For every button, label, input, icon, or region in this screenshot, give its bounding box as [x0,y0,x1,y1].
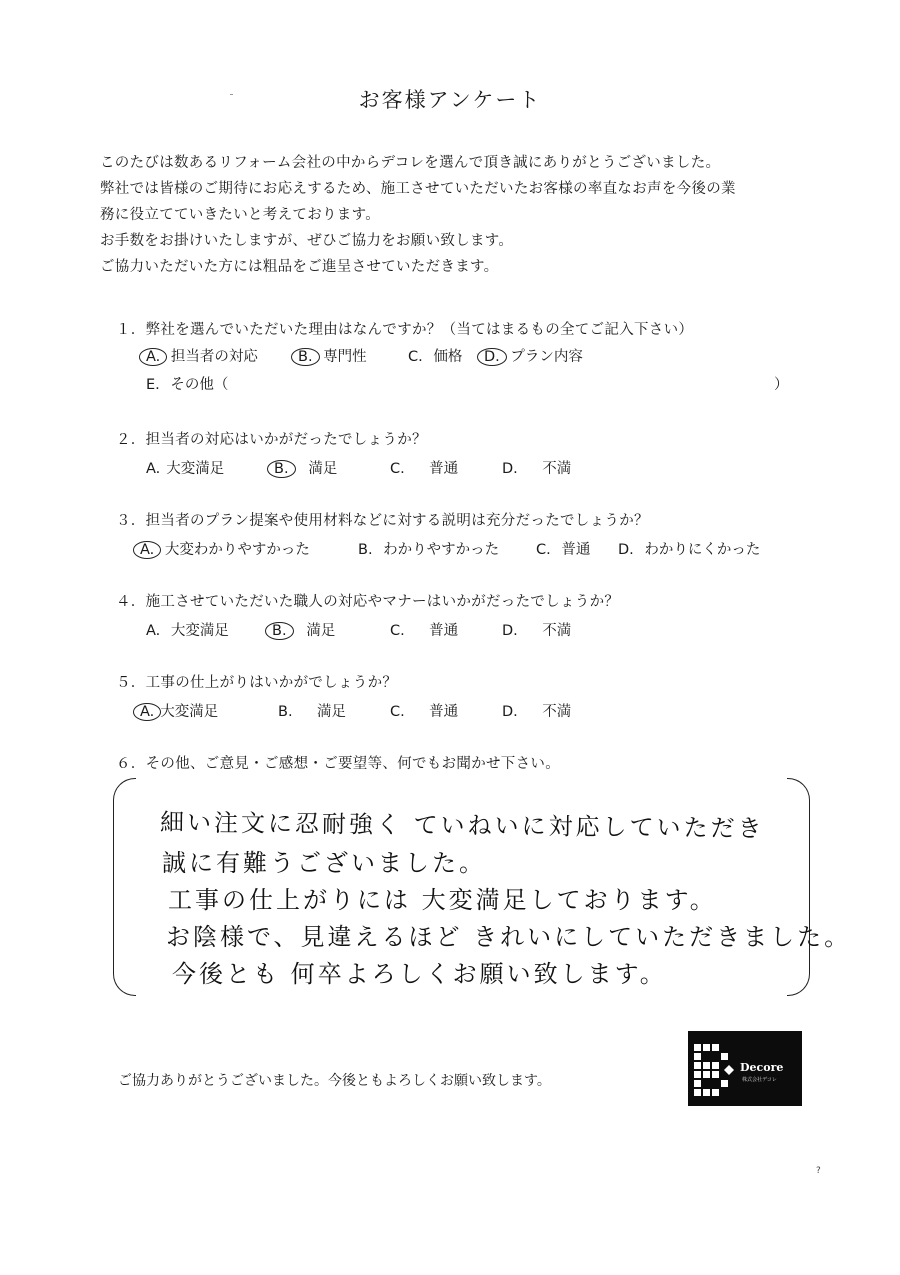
option-letter: A. [133,541,161,559]
option-letter: C. [390,623,405,639]
option-letter: A. [133,703,161,721]
question-4 [116,590,796,645]
other-close-paren: ） [774,377,789,393]
option-a[interactable] [134,538,310,559]
option-letter: B. [278,704,293,720]
question-text: ２．担当者の対応はいかがだったでしょうか？ [116,432,427,448]
option-d[interactable] [496,700,571,721]
question-text: ５．工事の仕上がりはいかがでしょうか？ [116,675,398,691]
option-b[interactable] [266,619,335,640]
option-label: 大変満足 [166,461,225,477]
question-1 [116,318,796,399]
option-a[interactable] [140,457,224,478]
option-d[interactable] [496,619,571,640]
option-letter: A. [146,461,161,477]
option-letter: D. [477,348,507,366]
option-letter: C. [390,461,405,477]
option-c[interactable] [384,457,458,478]
option-label: その他（ [170,377,229,393]
comment-line: 誠に有難うございました。 [162,849,486,877]
option-c[interactable] [402,345,462,366]
question-text: ４．施工させていただいた職人の対応やマナーはいかがだったでしょうか？ [116,594,620,610]
option-label: わかりにくかった [644,542,761,558]
answer-options [116,619,796,645]
option-letter: B. [265,622,294,640]
closing-message: ご協力ありがとうございました。今後ともよろしくお願い致します。 [118,1073,551,1089]
page-mark: ? [816,1166,821,1176]
option-label: 満足 [308,461,338,477]
option-label: プラン内容 [510,349,583,365]
intro-line: ご協力いただいた方には粗品をご進呈させていただきます。 [100,259,499,275]
other-option-row [116,373,796,399]
option-letter: A. [146,623,161,639]
option-label: 専門性 [323,349,367,365]
option-letter: B. [358,542,373,558]
question-text: ３．担当者のプラン提案や使用材料などに対する説明は充分だったでしょうか？ [116,513,649,529]
question-2 [116,428,796,483]
handwritten-comment [160,808,851,993]
question-3 [116,509,806,564]
option-letter: B. [267,460,296,478]
option-label: 大変満足 [170,623,229,639]
option-c[interactable] [384,700,458,721]
option-letter: A. [139,348,167,366]
intro-paragraph [100,150,820,280]
option-b[interactable] [292,345,367,366]
option-label: 大変満足 [160,704,219,720]
intro-line: 務に役立てていきたいと考えております。 [100,207,381,223]
option-letter: C. [390,704,405,720]
answer-options [116,345,796,371]
option-label: 担当者の対応 [170,349,258,365]
option-label: 普通 [429,623,459,639]
option-c[interactable] [530,538,590,559]
option-label: 不満 [542,704,572,720]
answer-options [116,457,796,483]
logo-name: Decore [740,1061,784,1074]
comment-line: 工事の仕上がりには 大変満足しております。 [168,886,717,914]
intro-line: お手数をお掛けいたしますが、ぜひご協力をお願い致します。 [100,233,514,249]
option-d[interactable] [478,345,583,366]
question-text: １．弊社を選んでいただいた理由はなんですか？（当てはまるもの全てご記入下さい） [116,322,694,338]
option-a[interactable] [140,619,229,640]
question-text: ６．その他、ご意見・ご感想・ご要望等、何でもお聞かせ下さい。 [116,756,560,772]
option-letter: D. [502,704,518,720]
option-d[interactable] [496,457,571,478]
option-label: 不満 [542,623,572,639]
question-6 [116,752,796,773]
option-label: わかりやすかった [383,542,500,558]
option-b[interactable] [268,457,337,478]
question-5 [116,671,796,726]
page-title: お客様アンケート [358,88,542,112]
answer-options [116,700,796,726]
option-label: 大変わかりやすかった [164,542,310,558]
intro-line: このたびは数あるリフォーム会社の中からデコレを選んで頂き誠にありがとうございました。 [100,155,721,171]
option-b[interactable] [272,700,346,721]
option-label: 不満 [542,461,572,477]
option-e[interactable] [140,373,228,394]
comment-line: 細い注文に忍耐強く ていねいに対応していただき [159,808,765,843]
option-letter: D. [502,461,518,477]
option-label: 満足 [306,623,336,639]
comment-bracket-left [113,778,136,996]
option-letter: C. [408,349,423,365]
company-logo [688,1031,802,1106]
option-letter: B. [291,348,320,366]
option-a[interactable] [140,345,258,366]
comment-line: お陰様で、見違えるほど きれいにしていただきました。 [166,923,852,951]
option-label: 普通 [429,461,459,477]
option-label: 普通 [429,704,459,720]
answer-options [116,538,806,564]
logo-subtitle: 株式会社デコレ [742,1077,777,1083]
option-c[interactable] [384,619,458,640]
option-letter: D. [502,623,518,639]
option-a[interactable] [134,700,218,721]
option-d[interactable] [612,538,760,559]
option-label: 満足 [317,704,346,720]
option-letter: E. [146,377,160,393]
option-letter: D. [618,542,634,558]
option-label: 価格 [433,349,463,365]
option-label: 普通 [561,542,591,558]
option-letter: C. [536,542,551,558]
intro-line: 弊社では皆様のご期待にお応えするため、施工させていただいたお客様の率直なお声を今後の業 [100,181,736,197]
option-b[interactable] [352,538,499,559]
comment-line: 今後とも 何卒よろしくお願い致します。 [172,960,667,988]
